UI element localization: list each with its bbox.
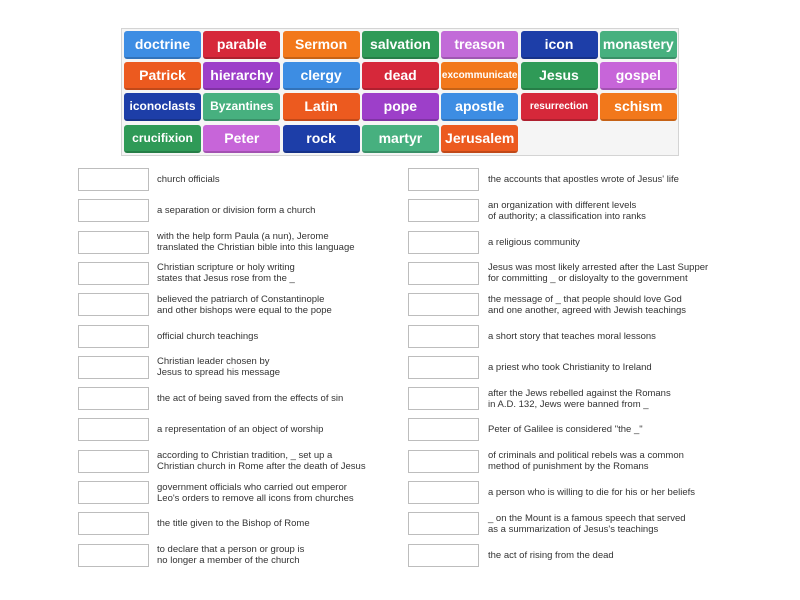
- word-tile-pope[interactable]: pope: [362, 93, 439, 121]
- word-tile-gospel[interactable]: gospel: [600, 62, 677, 90]
- clue-text-left-10: according to Christian tradition, _ set up a Christian church in Rome after the death of Jesus: [157, 450, 366, 473]
- word-tile-excommunicate[interactable]: excommunicate: [441, 62, 518, 90]
- clue-text-right-11: a person who is willing to die for his or her beliefs: [488, 487, 695, 498]
- answer-slot-left-6[interactable]: [78, 325, 149, 348]
- clue-text-left-4: Christian scripture or holy writing states that Jesus rose from the _: [157, 262, 295, 285]
- word-tile-patrick[interactable]: Patrick: [124, 62, 201, 90]
- clue-text-left-9: a representation of an object of worship: [157, 424, 324, 436]
- answer-slot-right-5[interactable]: [408, 293, 479, 316]
- word-tile-sermon[interactable]: Sermon: [283, 31, 360, 59]
- answer-slot-left-3[interactable]: [78, 231, 149, 254]
- answer-slot-right-11[interactable]: [408, 481, 479, 504]
- clue-text-right-7: a priest who took Christianity to Ireland: [488, 361, 652, 373]
- clue-text-left-6: official church teachings: [157, 330, 259, 342]
- answer-slot-right-6[interactable]: [408, 325, 479, 348]
- answer-slot-right-8[interactable]: [408, 387, 479, 410]
- clue-text-right-4: Jesus was most likely arrested after the Last Supper for committing _ or disloyalty to the government: [488, 262, 709, 285]
- answer-slot-left-12[interactable]: [78, 512, 149, 535]
- clue-text-left-7: Christian leader chosen by Jesus to spread his message: [157, 356, 281, 379]
- answer-slot-right-1[interactable]: [408, 168, 479, 191]
- word-tile-martyr[interactable]: martyr: [362, 125, 439, 153]
- clue-text-left-1: church officials: [157, 174, 220, 185]
- word-tile-crucifixion[interactable]: crucifixion: [124, 125, 201, 153]
- answer-slot-left-10[interactable]: [78, 450, 149, 473]
- answer-slot-right-10[interactable]: [408, 450, 479, 473]
- clue-text-right-10: of criminals and political rebels was a common method of punishment by the Romans: [488, 450, 684, 473]
- answer-slot-left-7[interactable]: [78, 356, 149, 379]
- word-tile-treason[interactable]: treason: [441, 31, 518, 59]
- word-tile-hierarchy[interactable]: hierarchy: [203, 62, 280, 90]
- answer-slot-left-13[interactable]: [78, 544, 149, 567]
- answer-slot-right-3[interactable]: [408, 231, 479, 254]
- word-tile-peter[interactable]: Peter: [203, 125, 280, 153]
- clue-text-left-5: believed the patriarch of Constantinople and other bishops were equal to the pope: [157, 293, 332, 316]
- clue-text-right-8: after the Jews rebelled against the Romans in A.D. 132, Jews were banned from _: [488, 387, 671, 410]
- word-tile-schism[interactable]: schism: [600, 93, 677, 121]
- clue-text-left-12: the title given to the Bishop of Rome: [157, 518, 310, 530]
- answer-slot-left-11[interactable]: [78, 481, 149, 504]
- answer-slot-right-12[interactable]: [408, 512, 479, 535]
- answer-slot-right-4[interactable]: [408, 262, 479, 285]
- clue-text-right-6: a short story that teaches moral lessons: [488, 330, 656, 342]
- word-tile-apostle[interactable]: apostle: [441, 93, 518, 121]
- answer-slot-left-5[interactable]: [78, 293, 149, 316]
- word-tile-monastery[interactable]: monastery: [600, 31, 677, 59]
- clue-text-right-5: the message of _ that people should love God and one another, agreed with Jewish teachings: [488, 293, 687, 316]
- answer-slot-right-7[interactable]: [408, 356, 479, 379]
- word-tile-jerusalem[interactable]: Jerusalem: [441, 125, 518, 153]
- clue-text-right-13: the act of rising from the dead: [488, 549, 614, 561]
- answer-slot-right-9[interactable]: [408, 418, 479, 441]
- word-tile-clergy[interactable]: clergy: [283, 62, 360, 90]
- answer-slot-left-8[interactable]: [78, 387, 149, 410]
- answer-slot-left-9[interactable]: [78, 418, 149, 441]
- word-tile-iconoclasts[interactable]: iconoclasts: [124, 93, 201, 121]
- word-tile-doctrine[interactable]: doctrine: [124, 31, 201, 59]
- clue-text-left-3: with the help form Paula (a nun), Jerome translated the Christian bible into this language: [157, 231, 355, 254]
- answer-slot-right-13[interactable]: [408, 544, 479, 567]
- answer-slot-left-1[interactable]: [78, 168, 149, 191]
- answer-slot-left-2[interactable]: [78, 199, 149, 222]
- answer-slot-right-2[interactable]: [408, 199, 479, 222]
- clue-text-left-2: a separation or division form a church: [157, 205, 316, 217]
- word-tile-rock[interactable]: rock: [283, 125, 360, 153]
- clue-text-right-3: a religious community: [488, 236, 580, 248]
- answer-slot-left-4[interactable]: [78, 262, 149, 285]
- word-tile-jesus[interactable]: Jesus: [521, 62, 598, 90]
- word-tile-salvation[interactable]: salvation: [362, 31, 439, 59]
- clue-text-right-9: Peter of Galilee is considered "the _": [488, 424, 643, 436]
- clue-text-left-13: to declare that a person or group is no longer a member of the church: [157, 544, 305, 567]
- clue-text-left-8: the act of being saved from the effects of sin: [157, 393, 344, 405]
- word-tile-byzantines[interactable]: Byzantines: [203, 93, 280, 121]
- clue-text-left-11: government officials who carried out emperor Leo's orders to remove all icons from churches: [157, 481, 354, 504]
- word-tile-icon[interactable]: icon: [521, 31, 598, 59]
- word-tile-dead[interactable]: dead: [362, 62, 439, 90]
- clue-text-right-12: _ on the Mount is a famous speech that served as a summarization of Jesus's teachings: [488, 512, 686, 535]
- word-tile-parable[interactable]: parable: [203, 31, 280, 59]
- word-tile-latin[interactable]: Latin: [283, 93, 360, 121]
- clue-text-right-2: an organization with different levels of authority; a classification into ranks: [488, 199, 646, 222]
- clue-text-right-1: the accounts that apostles wrote of Jesus' life: [488, 174, 679, 185]
- word-tile-resurrection[interactable]: resurrection: [521, 93, 598, 121]
